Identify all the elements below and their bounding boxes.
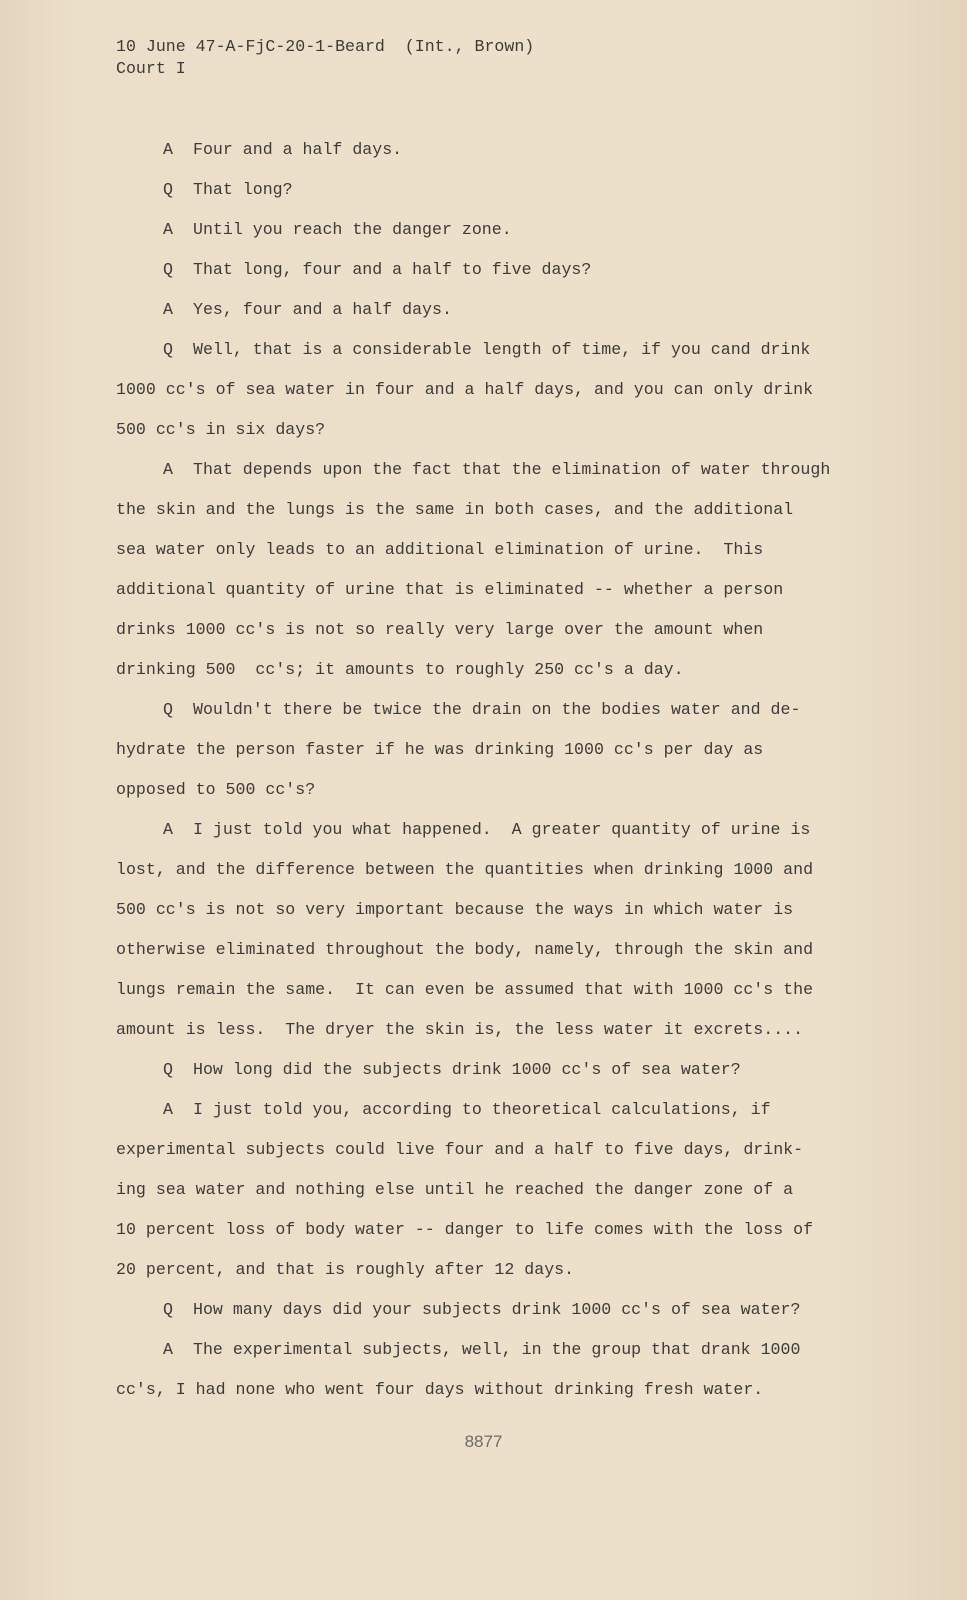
line-text: Until you reach the danger zone. [193,220,512,239]
line-text: lungs remain the same. It can even be assumed that with 1000 cc's the [116,980,814,999]
line-text: The experimental subjects, well, in the group that drank 1000 [193,1340,801,1359]
line-text: additional quantity of urine that is eliminated -- whether a person [116,580,784,599]
line-text: 20 percent, and that is roughly after 12 days. [116,1260,575,1279]
transcript-line-speaker [116,810,916,850]
transcript-line-speaker [116,1050,916,1090]
transcript-line [116,1250,916,1290]
line-text: experimental subjects could live four and a half to five days, drink- [116,1140,804,1159]
line-text: I just told you, according to theoretical calculations, if [193,1100,771,1119]
transcript-line [116,890,916,930]
line-text: Wouldn't there be twice the drain on the bodies water and de- [193,700,801,719]
transcript-line [116,370,916,410]
transcript-line [116,410,916,450]
transcript-line [116,850,916,890]
line-text: the skin and the lungs is the same in both cases, and the additional [116,500,794,519]
line-text: How many days did your subjects drink 1000 cc's of sea water? [193,1300,801,1319]
transcript-line [116,970,916,1010]
speaker-label: A [163,1100,173,1119]
page-number: 8877 [464,1432,503,1451]
transcript-line-speaker [116,250,916,290]
speaker-label: Q [163,1060,173,1079]
transcript-line-speaker [116,330,916,370]
line-text: 1000 cc's of sea water in four and a half days, and you can only drink [116,380,814,399]
line-text: Well, that is a considerable length of time, if you cand drink [193,340,811,359]
transcript-line-speaker [116,450,916,490]
document-header [116,36,534,80]
transcript-line [116,650,916,690]
transcript-line [116,1010,916,1050]
transcript-line [116,570,916,610]
transcript-line-speaker [116,130,916,170]
transcript-line-speaker [116,1330,916,1370]
speaker-label: A [163,300,173,319]
transcript-body [116,130,916,1410]
line-text: That long? [193,180,293,199]
line-text: amount is less. The dryer the skin is, the less water it excrets.... [116,1020,804,1039]
line-text: ing sea water and nothing else until he reached the danger zone of a [116,1180,794,1199]
speaker-label: A [163,1340,173,1359]
speaker-label: Q [163,180,173,199]
line-text: 10 percent loss of body water -- danger to life comes with the loss of [116,1220,814,1239]
line-text: That depends upon the fact that the elimination of water through [193,460,831,479]
line-text: otherwise eliminated throughout the body, namely, through the skin and [116,940,814,959]
transcript-line-speaker [116,1290,916,1330]
speaker-label: A [163,220,173,239]
transcript-line-speaker [116,1090,916,1130]
line-text: sea water only leads to an additional elimination of urine. This [116,540,764,559]
speaker-label: Q [163,340,173,359]
transcript-line [116,530,916,570]
line-text: drinking 500 cc's; it amounts to roughly 250 cc's a day. [116,660,684,679]
transcript-line [116,730,916,770]
transcript-line [116,1130,916,1170]
line-text: Yes, four and a half days. [193,300,452,319]
transcript-line [116,1170,916,1210]
line-text: lost, and the difference between the quantities when drinking 1000 and [116,860,814,879]
transcript-line [116,610,916,650]
line-text: drinks 1000 cc's is not so really very large over the amount when [116,620,764,639]
speaker-label: A [163,820,173,839]
header-reference: 10 June 47-A-FjC-20-1-Beard (Int., Brown) [116,37,535,56]
transcript-line [116,1370,916,1410]
speaker-label: A [163,460,173,479]
line-text: That long, four and a half to five days? [193,260,592,279]
line-text: opposed to 500 cc's? [116,780,316,799]
transcript-line-speaker [116,290,916,330]
line-text: How long did the subjects drink 1000 cc's of sea water? [193,1060,741,1079]
speaker-label: Q [163,260,173,279]
transcript-line [116,770,916,810]
header-court: Court I [116,59,186,78]
transcript-line-speaker [116,210,916,250]
transcript-line-speaker [116,690,916,730]
transcript-line [116,930,916,970]
line-text: 500 cc's is not so very important because the ways in which water is [116,900,794,919]
transcript-line [116,490,916,530]
speaker-label: Q [163,700,173,719]
speaker-label: A [163,140,173,159]
line-text: hydrate the person faster if he was drinking 1000 cc's per day as [116,740,764,759]
line-text: 500 cc's in six days? [116,420,326,439]
line-text: Four and a half days. [193,140,403,159]
line-text: I just told you what happened. A greater quantity of urine is [193,820,811,839]
transcript-line [116,1210,916,1250]
speaker-label: Q [163,1300,173,1319]
transcript-line-speaker [116,170,916,210]
line-text: cc's, I had none who went four days without drinking fresh water. [116,1380,764,1399]
